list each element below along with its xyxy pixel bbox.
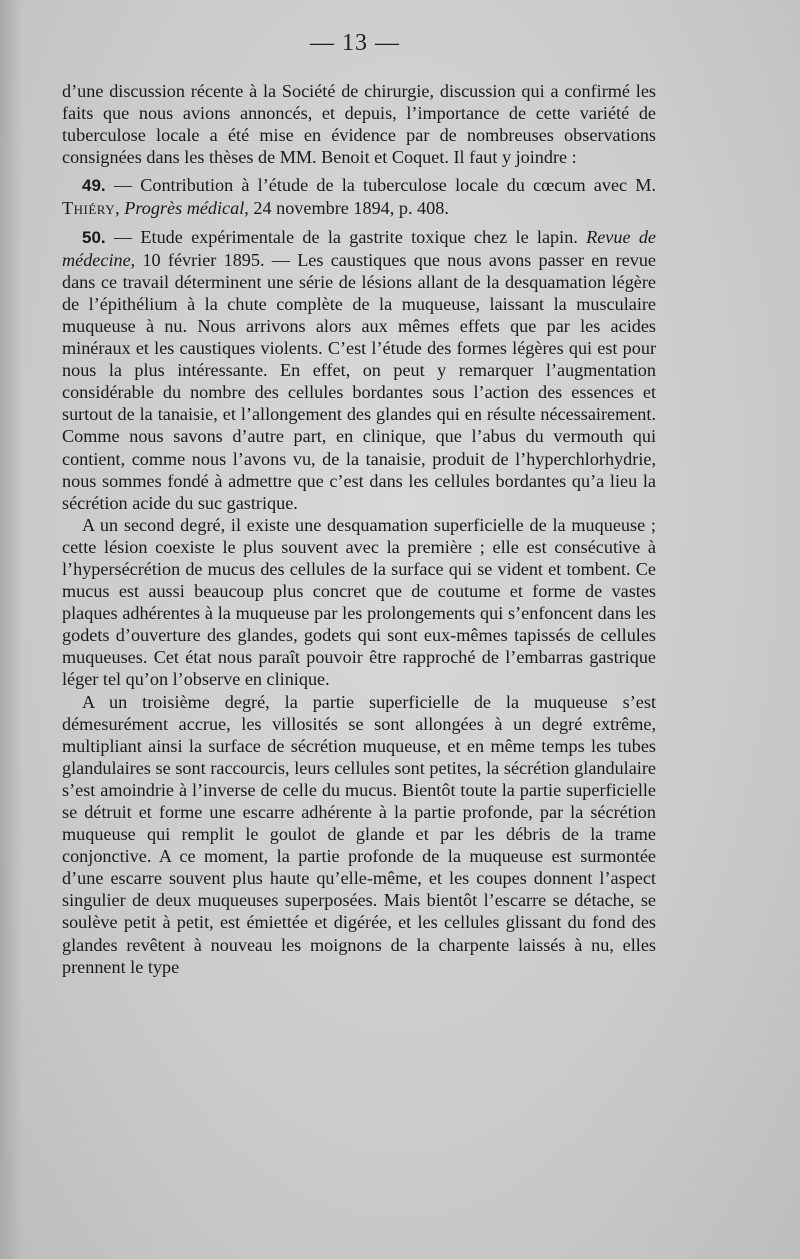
- entry-dash: —: [105, 226, 141, 247]
- entry-details: , 10 février 1895. — Les caustiques que nous avons passer en revue dans ce travail déterminent une série de lésions allant de la desquamation légère de l’épithélium à la chute complète de la muqueuse, laissant la musculaire muqueuse à nu. Nous arrivons alors aux mêmes effets que par les acides minéraux et les caustiques violents. C’est l’étude des formes légères qui est pour nous la plus intéressante. En effet, on peut y remarquer l’augmentation considérable du nombre des cellules bordantes sous l’action des essences et surtout de la tanaisie, et l’allongement des glandes qui en résulte nécessairement. Comme nous savons d’autre part, en clinique, que l’abus du vermouth qui contient, comme nous l’avons vu, de la tanaisie, produit de l’hyperchlorhydrie, nous sommes fondé à admettre que c’est dans les cellules bordantes qu’a lieu la sécrétion acide du suc gastrique.: [62, 249, 656, 513]
- paragraph-second-degree: A un second degré, il existe une desquamation superficielle de la muqueuse ; cette lésion coexiste le plus souvent avec la première ; elle est consécutive à l’hypersécrétion de mucus des cellules de la surface qui se vident et tombent. Ce mucus est aussi beaucoup plus concret que de coutume et forme de vastes plaques adhérentes à la muqueuse par les prolongements qui s’enfoncent dans les godets d’ouverture des glandes, godets qui sont eux-mêmes tapissés de cellules muqueuses. Cet état nous paraît pouvoir être rapproché de l’embarras gastrique léger tel qu’on l’observe en clinique.: [62, 514, 656, 690]
- bibliography-entry-49: [62, 174, 656, 219]
- entry-journal: Progrès médical: [124, 198, 245, 219]
- page-number: — 13 —: [310, 30, 400, 56]
- body-text: [62, 80, 656, 978]
- paragraph-third-degree: A un troisième degré, la partie superficielle de la muqueuse s’est démesurément accrue, les villosités se sont allongées à un degré extrême, multipliant ainsi la surface de sécrétion muqueuse, et en même temps les tubes glandulaires se sont raccourcis, leurs cellules sont petites, la sécrétion glandulaire s’est amoindrie à l’inverse de celle du mucus. Bientôt toute la partie superficielle se détruit et forme une escarre adhérente à la partie profonde, par la sécrétion muqueuse qui remplit le goulot de glande et par les débris de la trame conjonctive. A ce moment, la partie profonde de la muqueuse est surmontée d’une escarre souvent plus haute qu’elle-même, et les coupes donnent l’aspect singulier de deux muqueuses superposées. Mais bientôt l’escarre se détache, se soulève petit à petit, est émiettée et digérée, et les cellules glissant du fond des glandes revêtent à nouveau les moignons de la charpente laissés à nu, elles prennent le type: [62, 691, 656, 977]
- entry-author: Thiéry: [62, 198, 116, 219]
- entry-journal: Revue de médecine: [62, 226, 656, 270]
- entry-number: 49.: [82, 176, 106, 196]
- entry-title: Contribution à l’étude de la tuberculose locale du cœcum avec M.: [140, 175, 657, 196]
- intro-paragraph: d’une discussion récente à la Société de chirurgie, discussion qui a confirmé les faits que nous avions annoncés, et depuis, l’importance de cette variété de tuberculose locale a été mise en évidence par de nombreuses observations consignées dans les thèses de MM. Benoit et Coquet. Il faut y joindre :: [62, 81, 656, 168]
- bibliography-entry-50: [62, 226, 656, 514]
- entry-title: Etude expérimentale de la gastrite toxique chez le lapin.: [140, 226, 587, 247]
- entry-dash: —: [105, 175, 141, 196]
- entry-details: , 24 novembre 1894, p. 408.: [244, 198, 449, 219]
- entry-separator: ,: [115, 198, 125, 219]
- entry-number: 50.: [82, 227, 106, 247]
